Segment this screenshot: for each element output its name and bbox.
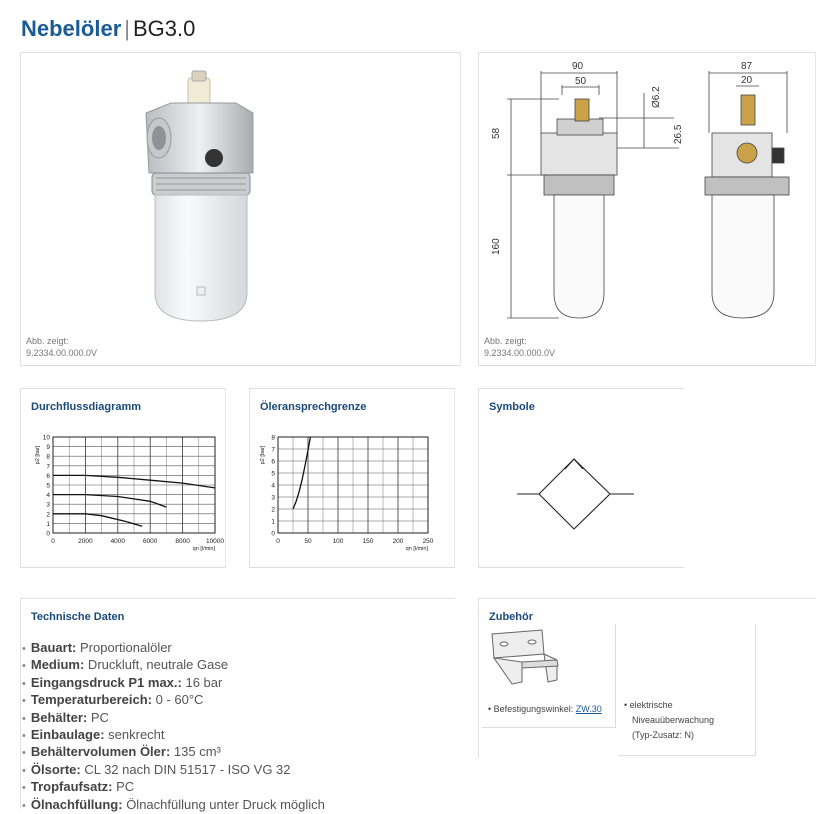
tech-value: Druckluft, neutrale Gase [84,657,229,673]
tech-value: PC [112,779,135,795]
x-tick-label: 2000 [78,538,93,545]
y-tick-label: 1 [46,520,50,528]
dim-50: 50 [575,76,587,87]
y-tick-label: 2 [271,506,275,514]
y-tick-label: 6 [46,472,50,480]
technical-drawing [479,53,816,367]
dim-265: 26.5 [673,124,684,144]
y-tick-label: 8 [46,453,50,461]
tech-data-list [22,640,325,814]
tech-item [22,710,325,727]
x-axis-label: qn [l/min] [192,546,215,552]
tech-label: Tropfaufsatz: [30,779,113,795]
bracket-icon [482,624,616,694]
tech-item [22,797,325,814]
product-image-caption [26,335,97,359]
oil-threshold-card [249,388,455,568]
symbols-heading: Symbole [489,401,535,413]
x-tick-label: 4000 [110,538,126,545]
product-image-card [20,52,461,366]
y-tick-label: 5 [271,470,275,478]
x-tick-label: 50 [304,538,312,545]
tech-item [22,692,325,709]
tech-value: 16 bar [181,674,223,690]
caption-code: 9.2334.00.000.0V [26,348,98,358]
tech-label: Behältervolumen Öler: [30,744,171,760]
caption-label: Abb. zeigt: [26,336,69,346]
oil-threshold-heading: Öleransprechgrenze [260,401,367,413]
product-name: Nebelöler [21,16,122,41]
page-title [21,16,195,42]
tech-item [22,762,325,779]
x-tick-label: 6000 [142,538,158,545]
y-tick-label: 1 [271,518,275,526]
y-tick-label: 7 [46,463,50,471]
y-tick-label: 0 [271,530,275,538]
tech-item [22,657,325,674]
tech-label: Ölnachfüllung: [30,796,123,812]
dim-87: 87 [741,61,753,72]
tech-label: Eingangsdruck P1 max.: [30,674,182,690]
product-model: BG3.0 [132,16,196,41]
flow-diagram-card [20,388,226,568]
level-line2: Niveauüberwachung [632,715,715,725]
dim-58: 58 [491,127,502,139]
tech-value: 0 - 60°C [152,692,204,708]
x-tick-label: 8000 [175,538,190,545]
y-tick-label: 7 [271,446,275,454]
y-tick-label: 3 [46,501,50,509]
x-tick-label: 0 [276,538,280,545]
y-axis-label: p2 [bar] [35,445,41,465]
tech-label: Medium: [30,657,85,673]
y-tick-label: 9 [46,444,50,452]
tech-item [22,779,325,796]
tech-value: PC [87,709,109,725]
accessory-bracket[interactable] [482,624,616,728]
tech-item [22,675,325,692]
tech-label: Bauart: [30,640,77,655]
x-axis-label: qn [l/min] [405,546,428,552]
y-tick-label: 6 [271,458,275,466]
x-tick-label: 200 [392,538,404,545]
dim-d62: Ø6.2 [651,86,662,108]
y-tick-label: 4 [46,492,50,500]
technical-drawing-card [478,52,816,366]
dim-20: 20 [741,75,753,86]
tech-value: senkrecht [104,727,165,743]
tech-item [22,727,325,744]
accessory-level-monitor[interactable] [618,624,756,756]
dim-90: 90 [572,61,584,72]
series-line [53,495,166,508]
y-tick-label: 2 [46,511,50,519]
zw30-link[interactable]: ZW.30 [575,704,602,714]
tech-item [22,640,325,657]
flow-diagram-heading: Durchflussdiagramm [31,401,142,413]
accessories-heading: Zubehör [489,611,533,623]
tech-label: Behälter: [30,709,88,725]
oil-chart [250,389,456,569]
y-tick-label: 8 [271,434,275,442]
tech-label: Einbaulage: [30,727,105,743]
tech-value: Ölnachfüllung unter Druck möglich [122,796,325,812]
series-line [53,514,142,527]
y-tick-label: 0 [46,530,50,538]
tech-item [22,744,325,761]
level-monitor-label: • elektrische Niveauüberwachung (Typ-Zusatz: N) [624,698,714,743]
y-tick-label: 4 [271,482,275,490]
bracket-label: • Befestigungswinkel: ZW.30 [488,704,602,714]
tech-label: Ölsorte: [30,761,81,777]
y-tick-label: 3 [271,494,275,502]
drawing-caption [484,335,555,359]
level-line1: elektrische [629,700,673,710]
bracket-label-text: Befestigungswinkel: [493,704,574,714]
caption-code: 9.2334.00.000.0V [484,348,556,358]
y-tick-label: 10 [42,434,50,442]
x-tick-label: 150 [362,538,374,545]
x-tick-label: 100 [332,538,344,545]
tech-value: 135 cm³ [170,744,221,760]
title-separator: | [124,16,130,41]
x-tick-label: 250 [422,538,434,545]
tech-label: Temperaturbereich: [30,692,152,708]
flow-chart [21,389,227,569]
x-tick-label: 0 [51,538,55,545]
symbols-card [478,388,684,568]
x-tick-label: 10000 [205,538,225,545]
lubricator-symbol [479,389,685,569]
caption-label: Abb. zeigt: [484,336,527,346]
level-line3: (Typ-Zusatz: N) [632,730,695,740]
product-photo [21,53,462,367]
tech-value: CL 32 nach DIN 51517 - ISO VG 32 [80,761,291,777]
dim-160: 160 [491,238,502,255]
tech-data-heading: Technische Daten [31,611,125,623]
tech-value: Proportionalöler [76,640,172,655]
y-axis-label: p2 [bar] [260,445,266,465]
y-tick-label: 5 [46,482,50,490]
